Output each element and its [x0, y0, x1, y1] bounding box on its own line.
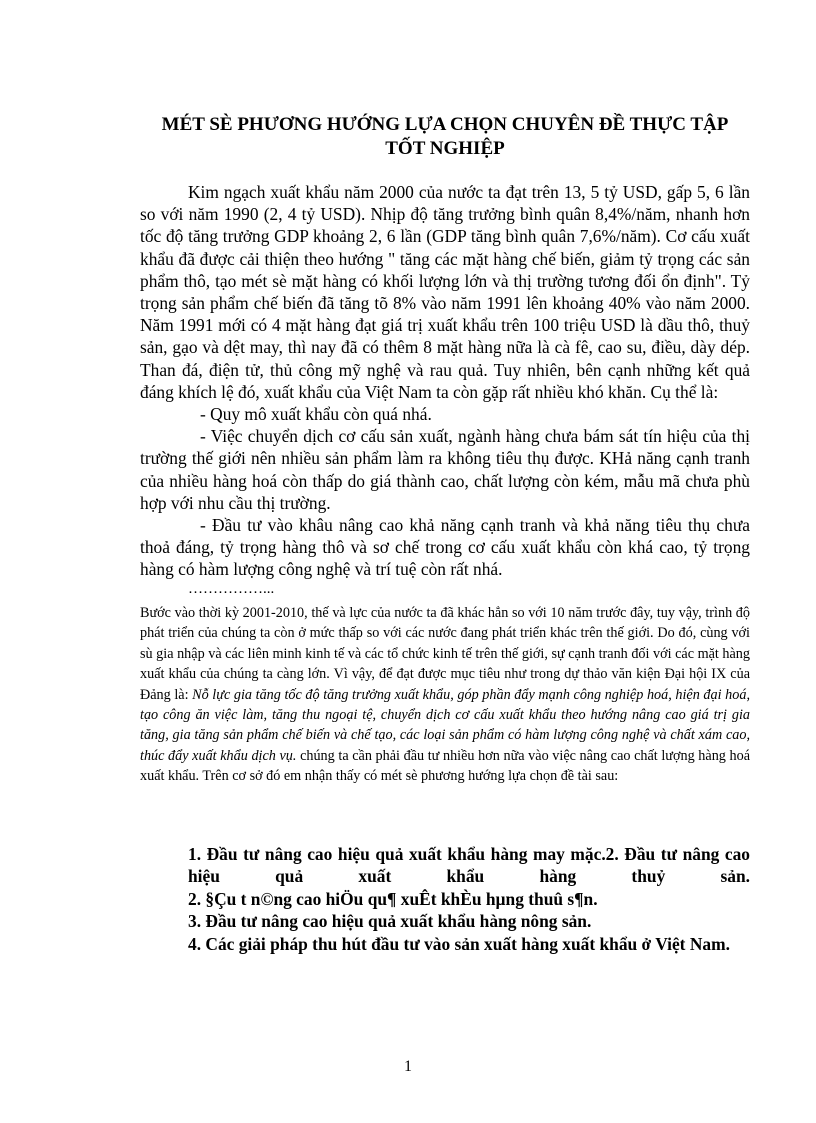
- bullet-item: - Việc chuyển dịch cơ cấu sản xuất, ngành hàng chưa bám sát tín hiệu của thị trường thế giới nên nhiều sản phẩm làm ra không tiêu thụ được. KHả năng cạnh tranh của nhiều hàng hoá còn thấp do giá thành cao, chất lượng còn kém, mẫu mã chưa phù hợp với nhu cầu thị trường.: [140, 426, 750, 513]
- intro-section: [140, 181, 750, 581]
- para2-end: chúng ta cần phải đầu tư nhiều hơn nữa vào việc nâng cao chất lượng hàng hoá xuất khẩu. Trên cơ sở đó em nhận thấy có mét sè phương hướng lựa chọn đề tài sau:: [140, 747, 750, 785]
- topic-list: [140, 843, 750, 955]
- topic-item: 1. Đầu tư nâng cao hiệu quả xuất khẩu hàng may mặc.2. Đầu tư nâng cao hiệu quả xuất khẩu hàng thuỷ sản.: [188, 844, 750, 887]
- document-title: MÉT SÈ PHƯƠNG HƯỚNG LỰA CHỌN CHUYÊN ĐỀ THỰC TẬP TỐT NGHIỆP: [161, 114, 729, 159]
- second-paragraph: [140, 603, 750, 787]
- para2-italic-quote: Nỗ lực gia tăng tốc độ tăng trưởng xuất khẩu, góp phần đẩy mạnh công nghiệp hoá, hiện đại hoá, tạo công ăn việc làm, tăng thu ngoại tệ, chuyển dịch cơ cấu xuất khẩu theo hướng nâng cao giá trị gia tăng, gia tăng sản phẩm chế biến và chế tạo, các loại sản phẩm có hàm lượng công nghệ và chất xám cao, thúc đẩy xuất khẩu dịch vụ.: [140, 686, 750, 764]
- para2-start: Bước vào thời kỳ 2001-2010, thế và lực của nước ta đã khác hẳn so với 10 năm trước đây, tuy vậy, trình độ phát triển của chúng ta còn ở mức thấp so với các nước đang phát triển khác trên thế giới. Do đó, cùng với sù gia nhập và các liên minh kinh tế và các tổ chức kinh tế trên thế giới, sự cạnh tranh đối với các mặt hàng xuất khẩu của chúng ta càng lớn. Vì vậy, để đạt được mục tiêu như trong dự thảo văn kiện Đại hội IX của Đảng là:: [140, 605, 750, 703]
- topic-item: 2. §Çu t n©ng cao hiÖu qu¶ xuÊt khÈu hµng thuû s¶n.: [188, 888, 598, 909]
- topic-item: 4. Các giải pháp thu hút đầu tư vào sản xuất hàng xuất khẩu ở Việt Nam.: [188, 933, 730, 954]
- page-number: 1: [404, 1058, 412, 1075]
- intro-paragraph: Kim ngạch xuất khẩu năm 2000 của nước ta đạt trên 13, 5 tỷ USD, gấp 5, 6 lần so với năm 1990 (2, 4 tỷ USD). Nhịp độ tăng trưởng bình quân 8,4%/năm, nhanh hơn tốc độ tăng trưởng GDP khoảng 2, 6 lần (GDP tăng bình quân 7,6%/năm). Cơ cấu xuất khẩu đã được cải thiện theo hướng " tăng các mặt hàng chế biến, giảm tỷ trọng các sản phẩm thô, tạo mét sè mặt hàng có khối lượng lớn và thị trường tương đối ổn định". Tỷ trọng sản phẩm chế biến đã tăng tõ 8% vào năm 1991 lên khoảng 40% vào năm 2000. Năm 1991 mới có 4 mặt hàng đạt giá trị xuất khẩu trên 100 triệu USD là dầu thô, thuỷ sản, gạo và dệt may, thì nay đã có thêm 8 mặt hàng nữa là cà fê, cao su, điều, dày dép. Than đá, điện tử, thủ công mỹ nghệ và rau quả. Tuy nhiên, bên cạnh những kết quả đáng khích lệ đó, xuất khẩu của Việt Nam ta còn gặp rất nhiều khó khăn. Cụ thể là:: [140, 182, 750, 402]
- bullet-item: - Quy mô xuất khẩu còn quá nhá.: [200, 404, 432, 425]
- bullet-item: - Đầu tư vào khâu nâng cao khả năng cạnh tranh và khả năng tiêu thụ chưa thoả đáng, tỷ trọng hàng thô và sơ chế trong cơ cấu xuất khẩu còn khá cao, tỷ trọng hàng có hàm lượng công nghệ và trí tuệ còn rất nhá.: [140, 515, 750, 580]
- topic-item: 3. Đầu tư nâng cao hiệu quả xuất khẩu hàng nông sản.: [188, 911, 592, 932]
- ellipsis-separator: ……………...: [188, 581, 275, 597]
